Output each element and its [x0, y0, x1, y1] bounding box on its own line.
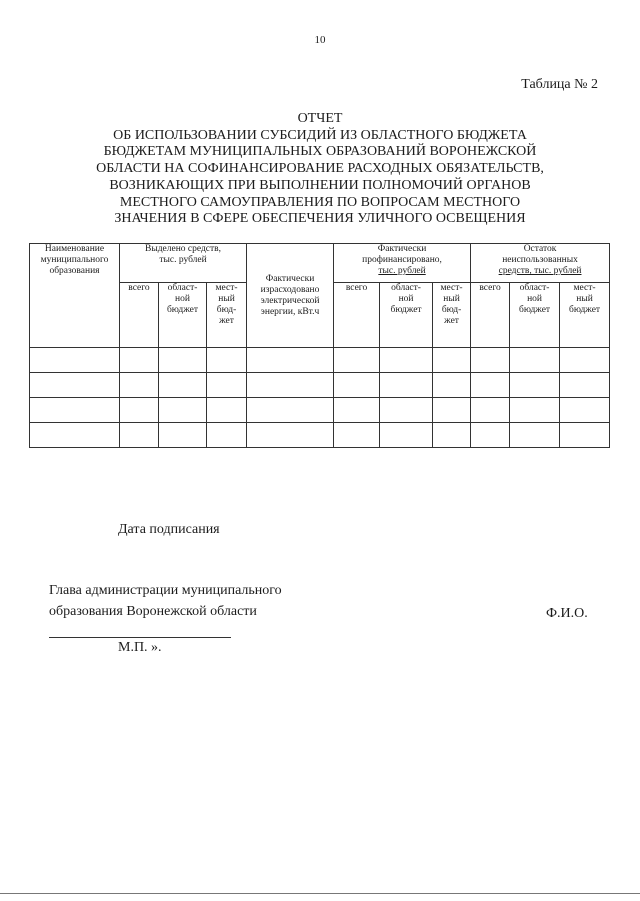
subheader-total: всего — [120, 283, 159, 348]
table-cell — [30, 398, 120, 423]
table-cell — [30, 348, 120, 373]
table-cell — [380, 423, 433, 448]
table-cell — [334, 398, 380, 423]
subheader-regional: област- ной бюджет — [159, 283, 207, 348]
table-cell — [247, 423, 334, 448]
table-cell — [247, 348, 334, 373]
table-cell — [510, 373, 560, 398]
table-cell — [120, 373, 159, 398]
table-cell — [30, 423, 120, 448]
table-cell — [380, 373, 433, 398]
table-cell — [159, 373, 207, 398]
title-line: МЕСТНОГО САМОУПРАВЛЕНИЯ ПО ВОПРОСАМ МЕСТНОГО — [119, 194, 521, 210]
table-cell — [207, 348, 247, 373]
table-cell — [510, 398, 560, 423]
table-cell — [560, 398, 610, 423]
title-line: ЗНАЧЕНИЯ В СФЕРЕ ОБЕСПЕЧЕНИЯ УЛИЧНОГО ОСВЕЩЕНИЯ — [114, 211, 526, 227]
table-cell — [560, 423, 610, 448]
table-row — [30, 373, 610, 398]
table-cell — [471, 423, 510, 448]
table-cell — [120, 348, 159, 373]
table-cell — [560, 373, 610, 398]
table-cell — [159, 398, 207, 423]
table-cell — [433, 398, 471, 423]
table-row — [30, 348, 610, 373]
subheader-regional: област- ной бюджет — [380, 283, 433, 348]
signature-line — [49, 637, 231, 638]
table-cell — [510, 348, 560, 373]
header-allocated: Выделено средств, тыс. рублей — [120, 244, 247, 283]
table-cell — [471, 348, 510, 373]
stamp-label: М.П. ». — [118, 640, 162, 655]
header-municipality: Наименование муниципального образования — [30, 244, 120, 348]
subheader-total: всего — [471, 283, 510, 348]
report-table — [29, 243, 610, 448]
head-title-line-1: Глава администрации муниципального — [49, 583, 282, 598]
table-cell — [471, 373, 510, 398]
table-cell — [380, 398, 433, 423]
subheader-local: мест- ный бюд- жет — [433, 283, 471, 348]
table-cell — [247, 373, 334, 398]
page-bottom-rule — [0, 893, 640, 894]
header-energy: Фактически израсходовано электрической энергии, кВт.ч — [247, 244, 334, 348]
table-cell — [560, 348, 610, 373]
header-financed: Фактически профинансировано, тыс. рублей — [334, 244, 471, 283]
table-cell — [247, 398, 334, 423]
table-cell — [334, 373, 380, 398]
subheader-regional: област- ной бюджет — [510, 283, 560, 348]
table-row — [30, 398, 610, 423]
title-line: ОТЧЕТ — [297, 111, 343, 126]
table-cell — [433, 348, 471, 373]
table-cell — [510, 423, 560, 448]
title-line: ОБ ИСПОЛЬЗОВАНИИ СУБСИДИЙ ИЗ ОБЛАСТНОГО БЮДЖЕТА — [113, 127, 527, 143]
subheader-local: мест- ный бюджет — [560, 283, 610, 348]
table-cell — [471, 398, 510, 423]
head-title-line-2: образования Воронежской области — [49, 604, 257, 619]
table-cell — [433, 373, 471, 398]
subheader-total: всего — [334, 283, 380, 348]
page-number: 10 — [314, 34, 326, 46]
subheader-local: мест- ный бюд- жет — [207, 283, 247, 348]
report-title — [60, 111, 580, 228]
table-cell — [207, 398, 247, 423]
title-line: БЮДЖЕТАМ МУНИЦИПАЛЬНЫХ ОБРАЗОВАНИЙ ВОРОНЕЖСКОЙ — [103, 144, 537, 160]
table-cell — [334, 348, 380, 373]
title-line: ВОЗНИКАЮЩИХ ПРИ ВЫПОЛНЕНИИ ПОЛНОМОЧИЙ ОРГАНОВ — [109, 177, 531, 193]
table-cell — [433, 423, 471, 448]
table-row — [30, 423, 610, 448]
table-cell — [334, 423, 380, 448]
header-remainder: Остаток неиспользованных средств, тыс. рублей — [471, 244, 610, 283]
table-cell — [30, 373, 120, 398]
table-cell — [120, 398, 159, 423]
table-cell — [207, 373, 247, 398]
table-cell — [159, 348, 207, 373]
table-cell — [207, 423, 247, 448]
table-cell — [120, 423, 159, 448]
title-line: ОБЛАСТИ НА СОФИНАНСИРОВАНИЕ РАСХОДНЫХ ОБЯЗАТЕЛЬСТВ, — [96, 161, 544, 177]
table-caption: Таблица № 2 — [521, 77, 598, 92]
table-cell — [159, 423, 207, 448]
signing-date-label: Дата подписания — [118, 522, 220, 537]
table-cell — [380, 348, 433, 373]
fio-label: Ф.И.О. — [546, 606, 588, 621]
